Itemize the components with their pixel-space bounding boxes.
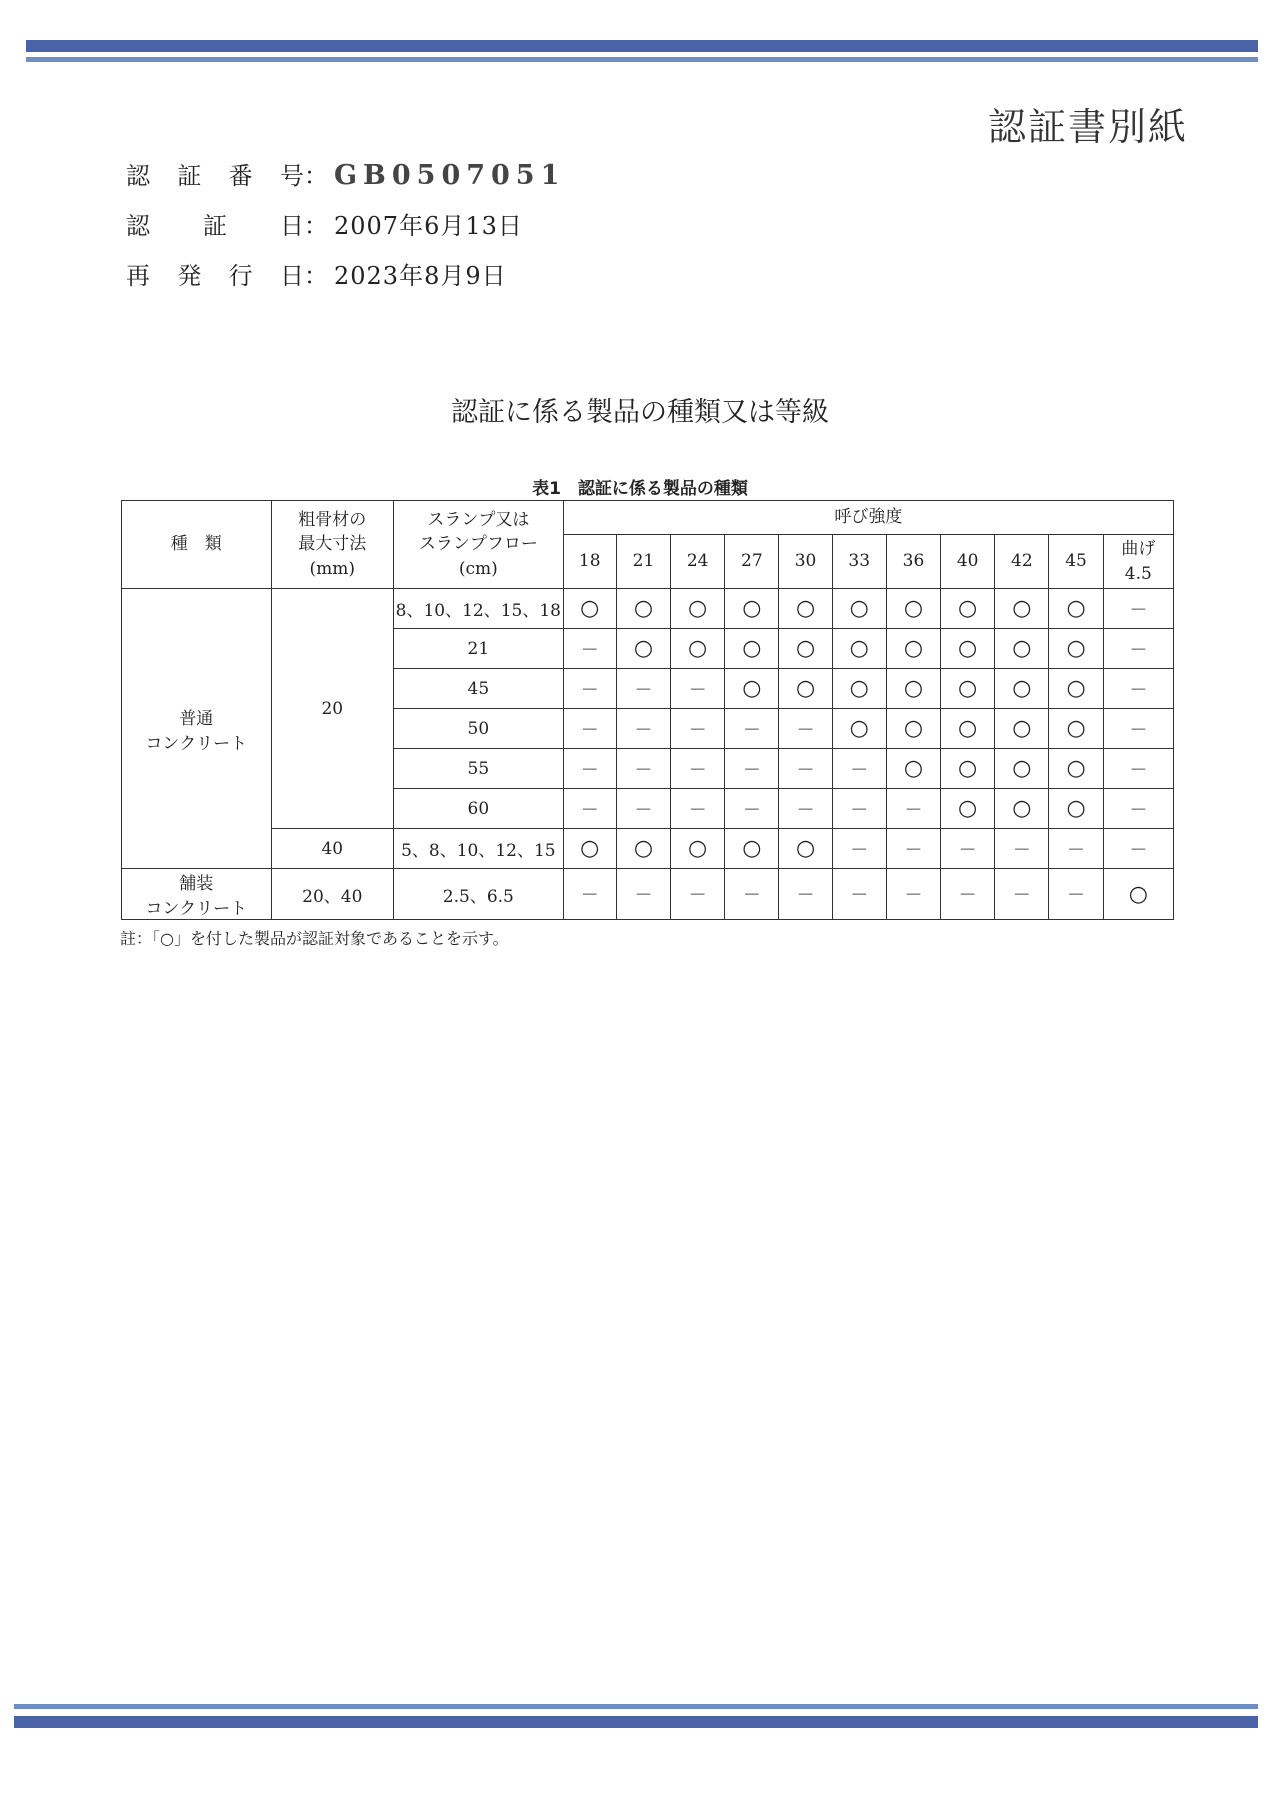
certified-mark-cell: ○ — [671, 829, 725, 869]
header-strength-3: 27 — [725, 535, 779, 589]
not-certified-mark-cell: － — [941, 829, 995, 869]
not-certified-mark-cell: － — [725, 709, 779, 749]
not-certified-mark-cell: － — [563, 669, 616, 709]
certified-mark-cell: ○ — [725, 629, 779, 669]
aggregate-size-cell: 20、40 — [271, 869, 393, 920]
not-certified-mark-cell: － — [1103, 789, 1173, 829]
certified-mark-cell: ○ — [1049, 749, 1103, 789]
header-strength-9: 45 — [1049, 535, 1103, 589]
certified-mark-cell: ○ — [671, 629, 725, 669]
slump-cell: 5、8、10、12、15 — [394, 829, 564, 869]
product-kind-cell: 普通 コンクリート — [122, 589, 272, 869]
certified-mark-cell: ○ — [779, 669, 832, 709]
certification-date-label: 認 証 日 — [126, 212, 304, 240]
header-strength-1: 21 — [616, 535, 670, 589]
slump-cell: 50 — [394, 709, 564, 749]
header-strength-4: 30 — [779, 535, 832, 589]
not-certified-mark-cell: － — [563, 749, 616, 789]
certificate-number-row — [126, 156, 565, 191]
certified-mark-cell: ○ — [941, 789, 995, 829]
header-strength-8: 42 — [995, 535, 1049, 589]
header-slump: スランプ又は スランプフロー (cm) — [394, 501, 564, 589]
not-certified-mark-cell: － — [1049, 829, 1103, 869]
product-kind-cell: 舗装 コンクリート — [122, 869, 272, 920]
not-certified-mark-cell: － — [995, 829, 1049, 869]
certified-mark-cell: ○ — [779, 829, 832, 869]
table-body — [122, 589, 1174, 920]
not-certified-mark-cell: － — [616, 749, 670, 789]
certified-mark-cell: ○ — [725, 829, 779, 869]
not-certified-mark-cell: － — [563, 709, 616, 749]
not-certified-mark-cell: － — [779, 749, 832, 789]
certified-mark-cell: ○ — [1049, 709, 1103, 749]
certified-mark-cell: ○ — [1049, 629, 1103, 669]
not-certified-mark-cell: － — [779, 869, 832, 920]
certified-mark-cell: ○ — [995, 789, 1049, 829]
bottom-band-thick-stripe — [14, 1716, 1258, 1728]
reissue-date-label: 再 発 行 日 — [126, 262, 304, 290]
top-band-thin-stripe — [26, 57, 1258, 62]
aggregate-size-cell: 40 — [271, 829, 393, 869]
certified-mark-cell: ○ — [995, 749, 1049, 789]
slump-cell: 8、10、12、15、18 — [394, 589, 564, 629]
header-nominal-strength: 呼び強度 — [563, 501, 1173, 535]
slump-cell: 60 — [394, 789, 564, 829]
certified-mark-cell: ○ — [941, 629, 995, 669]
not-certified-mark-cell: － — [616, 669, 670, 709]
not-certified-mark-cell: － — [1049, 869, 1103, 920]
not-certified-mark-cell: － — [671, 749, 725, 789]
certified-mark-cell: ○ — [941, 749, 995, 789]
certified-mark-cell: ○ — [941, 589, 995, 629]
header-strength-5: 33 — [832, 535, 886, 589]
certified-mark-cell: ○ — [941, 709, 995, 749]
not-certified-mark-cell: － — [995, 869, 1049, 920]
header-strength-6: 36 — [886, 535, 940, 589]
certified-mark-cell: ○ — [671, 589, 725, 629]
certification-date-value: 2007年6月13日 — [334, 212, 523, 240]
not-certified-mark-cell: － — [671, 669, 725, 709]
not-certified-mark-cell: － — [886, 789, 940, 829]
top-band-thick-stripe — [26, 40, 1258, 52]
certified-mark-cell: ○ — [725, 669, 779, 709]
certified-mark-cell: ○ — [832, 669, 886, 709]
not-certified-mark-cell: － — [832, 869, 886, 920]
header-strength-0: 18 — [563, 535, 616, 589]
certified-mark-cell: ○ — [563, 589, 616, 629]
certified-mark-cell: ○ — [616, 589, 670, 629]
not-certified-mark-cell: － — [725, 789, 779, 829]
certified-mark-cell: ○ — [779, 629, 832, 669]
certificate-number-value: GB0507051 — [334, 160, 566, 191]
certified-mark-cell: ○ — [1103, 869, 1173, 920]
header-kind: 種 類 — [122, 501, 272, 589]
not-certified-mark-cell: － — [671, 709, 725, 749]
certified-mark-cell: ○ — [616, 629, 670, 669]
header-strength-7: 40 — [941, 535, 995, 589]
certified-mark-cell: ○ — [886, 669, 940, 709]
certificate-number-label: 認 証 番 号 — [126, 162, 304, 190]
not-certified-mark-cell: － — [1103, 589, 1173, 629]
header-strength-10: 曲げ 4.5 — [1103, 535, 1173, 589]
not-certified-mark-cell: － — [1103, 629, 1173, 669]
top-decorative-band — [0, 38, 1280, 68]
not-certified-mark-cell: － — [563, 869, 616, 920]
certified-mark-cell: ○ — [832, 709, 886, 749]
table-row — [122, 589, 1174, 629]
header-aggregate-size: 粗骨材の 最大寸法 (mm) — [271, 501, 393, 589]
not-certified-mark-cell: － — [616, 789, 670, 829]
table-caption: 表1 認証に係る製品の種類 — [532, 479, 748, 499]
not-certified-mark-cell: － — [832, 829, 886, 869]
certified-mark-cell: ○ — [995, 629, 1049, 669]
certified-mark-cell: ○ — [779, 589, 832, 629]
table-row — [122, 829, 1174, 869]
certified-mark-cell: ○ — [725, 589, 779, 629]
certified-mark-cell: ○ — [941, 669, 995, 709]
certified-mark-cell: ○ — [1049, 589, 1103, 629]
certified-mark-cell: ○ — [1049, 669, 1103, 709]
section-title: 認証に係る製品の種類又は等級 — [451, 397, 829, 428]
not-certified-mark-cell: － — [616, 869, 670, 920]
not-certified-mark-cell: － — [886, 829, 940, 869]
certified-mark-cell: ○ — [995, 589, 1049, 629]
slump-cell: 21 — [394, 629, 564, 669]
certified-mark-cell: ○ — [616, 829, 670, 869]
not-certified-mark-cell: － — [1103, 669, 1173, 709]
certified-mark-cell: ○ — [832, 589, 886, 629]
not-certified-mark-cell: － — [563, 789, 616, 829]
not-certified-mark-cell: － — [941, 869, 995, 920]
colon: ： — [304, 212, 328, 240]
not-certified-mark-cell: － — [832, 749, 886, 789]
reissue-date-value: 2023年8月9日 — [334, 262, 507, 290]
colon: ： — [304, 162, 328, 190]
slump-cell: 45 — [394, 669, 564, 709]
product-type-table — [121, 500, 1174, 920]
aggregate-size-cell: 20 — [271, 589, 393, 829]
slump-cell: 2.5、6.5 — [394, 869, 564, 920]
bottom-decorative-band — [0, 1700, 1280, 1740]
certified-mark-cell: ○ — [995, 709, 1049, 749]
not-certified-mark-cell: － — [886, 869, 940, 920]
certified-mark-cell: ○ — [886, 589, 940, 629]
not-certified-mark-cell: － — [671, 869, 725, 920]
certification-date-row — [126, 206, 523, 241]
certified-mark-cell: ○ — [886, 749, 940, 789]
bottom-band-thin-stripe — [14, 1704, 1258, 1709]
certified-mark-cell: ○ — [995, 669, 1049, 709]
slump-cell: 55 — [394, 749, 564, 789]
reissue-date-row — [126, 256, 507, 291]
not-certified-mark-cell: － — [779, 709, 832, 749]
table-row — [122, 869, 1174, 920]
certified-mark-cell: ○ — [886, 709, 940, 749]
not-certified-mark-cell: － — [616, 709, 670, 749]
colon: ： — [304, 262, 328, 290]
not-certified-mark-cell: － — [1103, 829, 1173, 869]
header-strength-2: 24 — [671, 535, 725, 589]
not-certified-mark-cell: － — [779, 789, 832, 829]
certified-mark-cell: ○ — [1049, 789, 1103, 829]
certified-mark-cell: ○ — [886, 629, 940, 669]
not-certified-mark-cell: － — [1103, 749, 1173, 789]
not-certified-mark-cell: － — [1103, 709, 1173, 749]
not-certified-mark-cell: － — [563, 629, 616, 669]
document-title: 認証書別紙 — [987, 105, 1188, 149]
not-certified-mark-cell: － — [671, 789, 725, 829]
certified-mark-cell: ○ — [832, 629, 886, 669]
not-certified-mark-cell: － — [725, 749, 779, 789]
not-certified-mark-cell: － — [725, 869, 779, 920]
table-note: 註：「○」を付した製品が認証対象であることを示す。 — [120, 929, 509, 948]
certified-mark-cell: ○ — [563, 829, 616, 869]
not-certified-mark-cell: － — [832, 789, 886, 829]
